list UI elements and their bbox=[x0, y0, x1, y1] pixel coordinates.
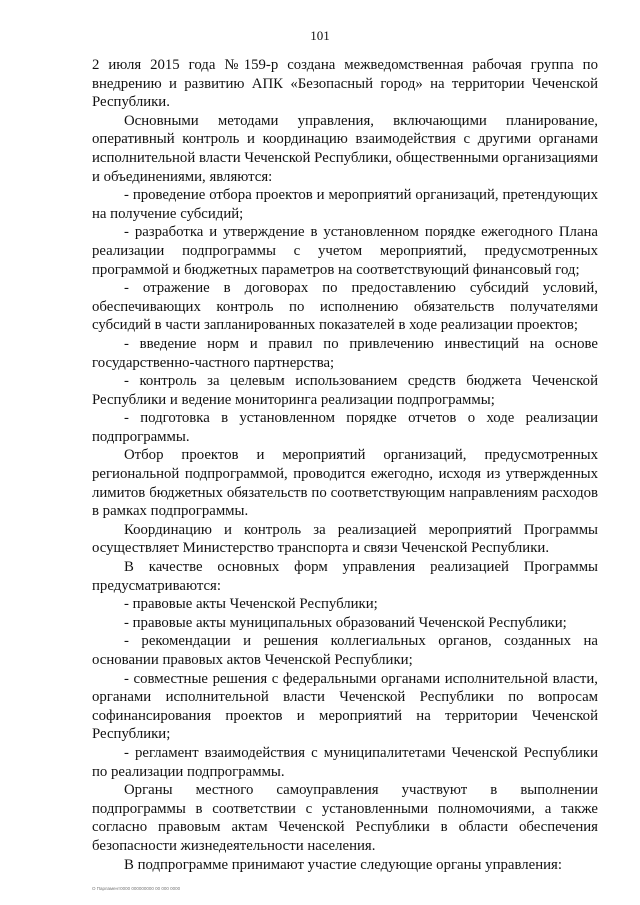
paragraph: Органы местного самоуправления участвуют в выполнении подпрограммы в соответствии с установленными полномочиями, а также согласно правовым актам Чеченской Республики в области обеспечения безопасности жизнедеятельности населения. bbox=[92, 782, 598, 854]
list-item: - совместные решения с федеральными органами исполнительной власти, органами исполнительной власти Чеченской Республики по вопросам софинансирования проектов и мероприятий на территории Чеченской Республики; bbox=[92, 670, 598, 743]
list-item: - подготовка в установленном порядке отчетов о ходе реализации подпрограммы. bbox=[92, 410, 598, 445]
paragraph: Координацию и контроль за реализацией мероприятий Программы осуществляет Министерство транспорта и связи Чеченской Республики. bbox=[92, 521, 598, 557]
list-item: - правовые акты Чеченской Республики; bbox=[124, 596, 378, 613]
list-item: - рекомендации и решения коллегиальных органов, созданных на основании правовых актов Чеченской Республики; bbox=[92, 633, 598, 668]
list-item: - разработка и утверждение в установленном порядке ежегодного Плана реализации подпрограммы с учетом мероприятий, предусмотренных программой и бюджетных параметров на соответствующий финансовый год; bbox=[92, 224, 598, 278]
list-item: - правовые акты муниципальных образований Чеченской Республики; bbox=[124, 614, 567, 631]
paragraph: Отбор проектов и мероприятий организаций, предусмотренных региональной подпрограммой, проводится ежегодно, исходя из утвержденных лимитов бюджетных обязательств по соответствующим направлениям расходов в рамках подпрограммы. bbox=[92, 447, 598, 520]
paragraph: В подпрограмме принимают участие следующие органы управления: bbox=[124, 856, 562, 873]
paragraph: В качестве основных форм управления реализацией Программы предусматриваются: bbox=[92, 559, 598, 594]
paragraph: Основными методами управления, включающими планирование, оперативный контроль и координацию взаимодействия с другими органами исполнительной власти Чеченской Республики, общественными организациями и объединениями, являются: bbox=[92, 112, 598, 185]
footer-stamp: О Парламент0000 000000000 00 000 0000 bbox=[92, 886, 181, 891]
document-body bbox=[92, 56, 598, 874]
paragraph: 2 июля 2015 года №159-р создана межведомственная рабочая группа по внедрению и развитию АПК «Безопасный город» на территории Чеченской Республики. bbox=[92, 57, 598, 111]
list-item: - введение норм и правил по привлечению инвестиций на основе государственно-частного партнерства; bbox=[92, 335, 598, 371]
list-item: - контроль за целевым использованием средств бюджета Чеченской Республики и ведение мониторинга реализации подпрограммы; bbox=[92, 373, 598, 408]
list-item: - проведение отбора проектов и мероприятий организаций, претендующих на получение субсидий; bbox=[92, 187, 598, 222]
page-number: 101 bbox=[310, 28, 330, 43]
list-item: - отражение в договорах по предоставлению субсидий условий, обеспечивающих контроль по исполнению обязательств получателями субсидий в части запланированных показателей в ходе реализации проектов; bbox=[92, 280, 598, 334]
list-item: - регламент взаимодействия с муниципалитетами Чеченской Республики по реализации подпрограммы. bbox=[92, 744, 598, 780]
